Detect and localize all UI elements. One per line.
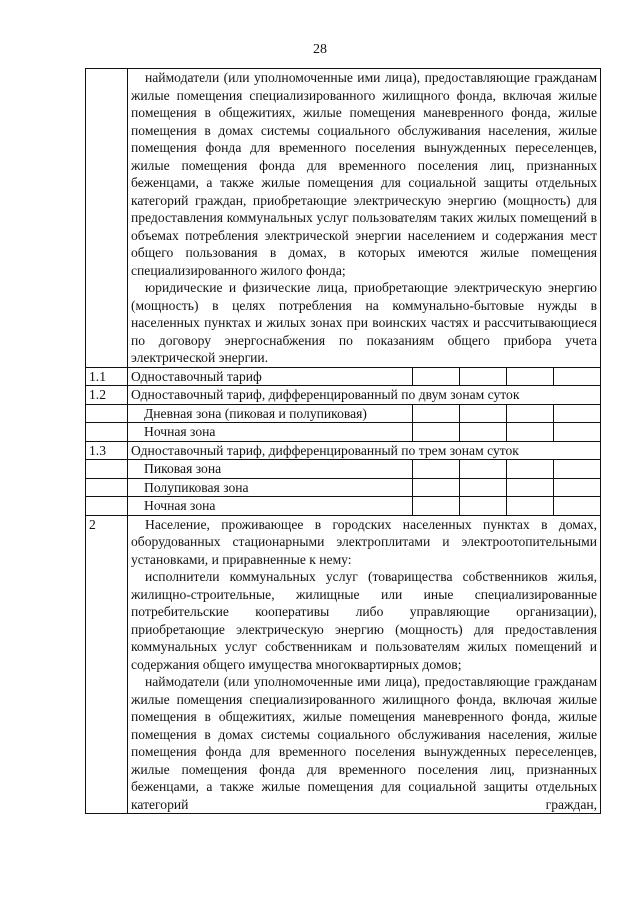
table-row: [86, 460, 601, 479]
value-cell: [554, 497, 601, 516]
row-number-cell: 1.3: [86, 441, 128, 460]
row-number-cell: [86, 460, 128, 479]
table-row: [86, 69, 601, 368]
value-cell: [507, 367, 554, 386]
row-label: Пиковая зона: [128, 460, 413, 479]
paragraph: исполнители коммунальных услуг (товарищества собственников жилья, жилищно-строительные, жилищные или иные специализированные потребительские кооперативы либо управляющие организации), приобретающие электрическую энергию (мощность) для предоставления коммунальных услуг собственникам и пользователям жилых помещений и содержания общего имущества многоквартирных домов;: [131, 569, 598, 672]
row-label: Одноставочный тариф, дифференцированный по двум зонам суток: [128, 386, 601, 405]
value-cell: [413, 460, 460, 479]
value-cell: [413, 497, 460, 516]
value-cell: [413, 404, 460, 423]
page-number: 28: [313, 42, 327, 57]
value-cell: [554, 460, 601, 479]
value-cell: [460, 478, 507, 497]
value-cell: [413, 423, 460, 442]
row-label: Одноставочный тариф: [128, 367, 413, 386]
row-label: Ночная зона: [128, 423, 413, 442]
value-cell: [413, 478, 460, 497]
value-cell: [507, 423, 554, 442]
table-row: [86, 367, 601, 386]
paragraph: Население, проживающее в городских населенных пунктах в домах, оборудованных стационарными электроплитами и электроотопительными установками, и приравненные к нему:: [131, 516, 598, 567]
row-number-cell: [86, 404, 128, 423]
row-number-cell: [86, 497, 128, 516]
row-number-cell: [86, 423, 128, 442]
value-cell: [460, 367, 507, 386]
value-cell: [554, 404, 601, 423]
value-cell: [507, 404, 554, 423]
row-number-cell: 1.2: [86, 386, 128, 405]
value-cell: [460, 497, 507, 516]
paragraph: наймодатели (или уполномоченные ими лица), предоставляющие гражданам жилые помещения специализированного жилищного фонда, включая жилые помещения в общежитиях, жилые помещения маневренного фонда, жилые помещения в домах системы социального обслуживания населения, жилые помещения фонда для временного поселения вынужденных переселенцев, жилые помещения фонда для временного поселения лиц, признанных беженцами, а также жилые помещения для социальной защиты отдельных категорий граждан, приобретающие электрическую энергию (мощность) для предоставления коммунальных услуг пользователям таких жилых помещений в объемах потребления электрической энергии населением и содержания мест общего пользования в домах, в которых имеются жилые помещения специализированного жилого фонда;: [131, 70, 598, 278]
row-number-cell: [86, 69, 128, 368]
row-label: Полупиковая зона: [128, 478, 413, 497]
value-cell: [507, 478, 554, 497]
row-number-cell: [86, 478, 128, 497]
paragraph: юридические и физические лица, приобретающие электрическую энергию (мощность) в целях потребления на коммунально-бытовые нужды в населенных пунктах и жилых зонах при воинских частях и рассчитывающиеся по договору энергоснабжения по показаниям общего прибора учета электрической энергии.: [131, 280, 598, 365]
value-cell: [507, 460, 554, 479]
description-cell: [128, 69, 601, 368]
value-cell: [554, 478, 601, 497]
row-label: Ночная зона: [128, 497, 413, 516]
table-row: [86, 478, 601, 497]
row-label: Дневная зона (пиковая и полупиковая): [128, 404, 413, 423]
value-cell: [413, 367, 460, 386]
row-label: Одноставочный тариф, дифференцированный по трем зонам суток: [128, 441, 601, 460]
table-row: [86, 404, 601, 423]
table-row: [86, 441, 601, 460]
value-cell: [460, 423, 507, 442]
table-row: [86, 497, 601, 516]
table-row: [86, 386, 601, 405]
paragraph: наймодатели (или уполномоченные ими лица), предоставляющие гражданам жилые помещения специализированного жилищного фонда, включая жилые помещения в общежитиях, жилые помещения маневренного фонда, жилые помещения в домах системы социального обслуживания населения, жилые помещения фонда для временного поселения вынужденных переселенцев, жилые помещения фонда для временного поселения лиц, признанных беженцами, а также жилые помещения для социальной защиты отдельных категорий граждан,: [131, 674, 598, 812]
row-number-cell: 2: [86, 515, 128, 814]
table-row: [86, 423, 601, 442]
value-cell: [554, 367, 601, 386]
description-cell: [128, 515, 601, 814]
row-number-cell: 1.1: [86, 367, 128, 386]
value-cell: [460, 460, 507, 479]
value-cell: [554, 423, 601, 442]
tariff-table: [85, 68, 601, 814]
value-cell: [507, 497, 554, 516]
table-row: [86, 515, 601, 814]
value-cell: [460, 404, 507, 423]
